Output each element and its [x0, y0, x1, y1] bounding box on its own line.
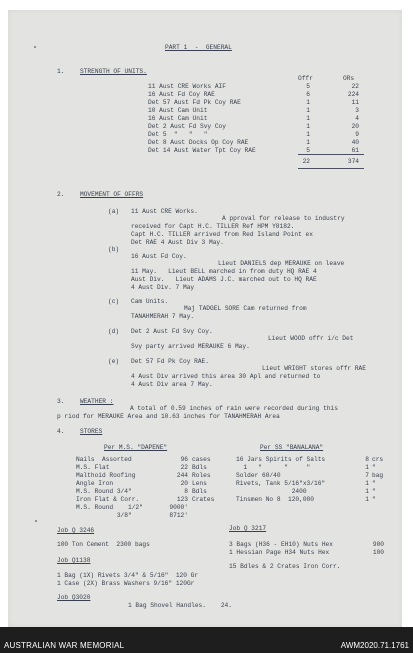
job-q1138-line: 1 Bag (1X) Rivets 3/4" & 5/16" 120 Gr — [57, 572, 199, 579]
job-q3246-label: Job Q 3246 — [57, 527, 95, 534]
store-item-qty: 8 — [365, 456, 369, 463]
store-item-name: M.S. Flat — [76, 464, 110, 471]
offr-column-header: Offr — [298, 75, 313, 82]
movement-d-unit: Det 2 Aust Fd Svy Coy. — [131, 328, 213, 335]
movement-a-line: Det RAE 4 Aust Div 3 May. — [131, 239, 224, 246]
stores-right-heading: Per SS "BANALANA" — [260, 444, 324, 451]
store-item-name: M.S. Round 1/2" — [76, 504, 143, 511]
store-item-qty: 22 — [180, 464, 188, 471]
unit-name: 10 Aust Cam Unit — [148, 107, 208, 114]
store-item-name: M.S. Round 3/4" — [76, 488, 132, 495]
movement-a-line: received for Capt H.C. TILLER Ref HPM Y8182. — [131, 223, 295, 230]
movement-c-line: TANAHMERAH 7 May. — [131, 313, 195, 320]
store-item-qty: 1 — [365, 464, 369, 471]
section-2-number: 2. — [57, 191, 65, 198]
unit-name: Det 2 Aust Fd Svy Coy — [148, 123, 226, 130]
footer-accession-number: AWM2020.71.1761 — [340, 641, 409, 650]
store-item-name: 3/8" — [76, 512, 132, 519]
movement-a-label: (a) — [108, 208, 120, 215]
store-item-qty: 7 — [365, 472, 369, 479]
store-item-name: Solder 60/40 — [236, 472, 281, 479]
job-q3217-extra: 15 Bdles & 2 Crates Iron Corr. — [229, 563, 341, 570]
total-ors: 374 — [347, 158, 359, 165]
store-item-unit: " — [372, 488, 376, 495]
store-item-name: Nails Assorted — [76, 456, 132, 463]
unit-offr: 1 — [306, 107, 310, 114]
section-3-number: 3. — [57, 398, 65, 405]
job-q1138-label: Job Q1138 — [57, 557, 91, 564]
movement-d-line: Lieut WOOD offr i/c Det — [268, 335, 354, 342]
unit-name: 16 Aust Fd Coy RAE — [148, 91, 215, 98]
job-q3217-label: Job Q 3217 — [229, 525, 267, 532]
store-item-qty: 244 — [176, 472, 188, 479]
store-item-unit: " — [372, 464, 376, 471]
unit-ors: 22 — [351, 83, 359, 90]
movement-c-line: Maj TADGEL SORE Cam returned from — [184, 305, 307, 312]
store-item-qty: 1 — [365, 480, 369, 487]
store-item-qty: 1 — [365, 488, 369, 495]
store-item-qty: 96 — [180, 456, 188, 463]
unit-offr: 1 — [306, 99, 310, 106]
total-rule-top — [298, 154, 364, 155]
unit-name: Det 8 Aust Docks Op Coy RAE — [148, 139, 249, 146]
unit-name: Det 14 Aust Water Tpt Coy RAE — [148, 147, 256, 154]
stores-left-heading: Per M.S. "DAPENE" — [104, 444, 168, 451]
store-item-unit: cases — [192, 456, 211, 463]
store-item-unit: crs — [372, 456, 384, 463]
total-offr: 22 — [302, 158, 310, 165]
section-4-title: STORES — [80, 428, 103, 435]
movement-e-line: Lieut WRIGHT stores offr RAE — [262, 365, 366, 372]
movement-b-line: Lieut DANIELS dep MERAUKE on leave — [218, 260, 345, 267]
unit-name: Det 57 Aust Fd Pk Coy RAE — [148, 99, 241, 106]
unit-offr: 5 — [306, 83, 310, 90]
movement-e-line: 4 Aust Div arrived this area 30 Apl and returned to — [131, 373, 321, 380]
job-q3217-line: 1 Hessian Page H34 Nuts Hex — [229, 549, 330, 556]
movement-b-line: 4 Aust Div. 7 May — [131, 284, 195, 291]
unit-ors: 20 — [351, 123, 359, 130]
store-item-name: 2400 — [236, 488, 307, 495]
store-item-name: 16 Jars Spirits of Salts — [236, 456, 326, 463]
weather-line: A total of 0.59 inches of rain were recorded during this — [130, 405, 338, 412]
page-heading: PART 1 - GENERAL — [165, 44, 232, 51]
section-1-title: STRENGTH OF UNITS. — [80, 68, 147, 75]
store-item-qty: 123 — [176, 496, 188, 503]
job-q3246-text: 100 Ton Cement 2300 bags — [57, 541, 150, 548]
unit-ors: 9 — [355, 131, 359, 138]
unit-offr: 1 — [306, 139, 310, 146]
job-q1138-line: 1 Case (2X) Brass Washers 9/16" 120Gr — [57, 580, 195, 587]
section-3-title: WEATHER : — [80, 398, 114, 405]
section-4-number: 4. — [57, 428, 65, 435]
store-item-unit: Bdls — [192, 464, 207, 471]
store-item-unit: " — [372, 496, 376, 503]
job-q3020-label: Job Q3020 — [57, 594, 91, 601]
store-item-qty: 20 — [180, 480, 188, 487]
movement-a-unit: 11 Aust CRE Works. — [131, 208, 198, 215]
unit-offr: 1 — [306, 115, 310, 122]
store-item-unit: Bdls — [192, 488, 207, 495]
unit-ors: 4 — [355, 115, 359, 122]
unit-ors: 224 — [347, 91, 359, 98]
movement-d-label: (d) — [108, 328, 120, 335]
unit-name: Det 5 " " " — [148, 131, 208, 138]
store-item-name: Iron Flat & Corr. — [76, 496, 140, 503]
section-2-title: MOVEMENT OF OFFRS — [80, 191, 144, 198]
unit-ors: 61 — [351, 147, 359, 154]
store-item-name: Rivets, Tank 5/16"x3/16" — [236, 480, 326, 487]
unit-name: 11 Aust CRE Works AIF — [148, 83, 226, 90]
store-item-name: 1 " " " — [236, 464, 311, 471]
punch-hole-mark — [35, 520, 37, 522]
weather-line: p riod for MERAUKE Area and 10.63 inches for TANAHMERAH Area — [57, 413, 280, 420]
store-item-name: Angle Iron — [76, 480, 114, 487]
unit-offr: 1 — [306, 123, 310, 130]
movement-a-line: A pproval for release to industry — [222, 215, 345, 222]
store-item-name: Tinsmen No 8 120,000 — [236, 496, 314, 503]
section-1-number: 1. — [57, 68, 65, 75]
unit-offr: 5 — [306, 147, 310, 154]
movement-d-line: Svy party arrived MERAUKE 6 May. — [131, 343, 250, 350]
movement-b-line: 11 May. Lieut BELL marched in from duty HQ RAE 4 — [131, 268, 317, 275]
movement-e-unit: Det 57 Fd Pk Coy RAE. — [131, 358, 209, 365]
job-q3020-text: 1 Bag Shovel Handles. 24. — [128, 602, 232, 609]
unit-ors: 3 — [355, 107, 359, 114]
store-item-qty: 9000' — [169, 504, 188, 511]
footer-bar — [0, 627, 413, 653]
total-rule-bottom — [298, 168, 364, 169]
movement-b-line: Aust Div. Lieut ADAMS J.C. marched out to HQ RAE — [131, 276, 317, 283]
job-q3217-line: 3 Bags (H36 - EH10) Nuts Hex — [229, 541, 333, 548]
movement-e-label: (e) — [108, 358, 120, 365]
ors-column-header: ORs — [343, 75, 355, 82]
store-item-unit: Crates — [192, 496, 215, 503]
unit-offr: 1 — [306, 131, 310, 138]
store-item-name: Malthoid Roofing — [76, 472, 136, 479]
job-q3217-qty: 900 — [372, 541, 384, 548]
movement-c-label: (c) — [108, 298, 120, 305]
movement-b-unit: 16 Aust Fd Coy. — [131, 253, 187, 260]
unit-offr: 6 — [306, 91, 310, 98]
unit-ors: 11 — [351, 99, 359, 106]
unit-name: 16 Aust Cam Unit — [148, 115, 208, 122]
movement-b-label: (b) — [108, 246, 120, 253]
store-item-unit: bag — [372, 472, 384, 479]
footer-institution: AUSTRALIAN WAR MEMORIAL — [4, 641, 125, 650]
store-item-qty: 8 — [184, 488, 188, 495]
store-item-qty: 8712' — [169, 512, 188, 519]
store-item-unit: Roles — [192, 472, 211, 479]
store-item-qty: 1 — [365, 496, 369, 503]
job-q3217-qty: 100 — [372, 549, 384, 556]
store-item-unit: " — [372, 480, 376, 487]
punch-hole-mark — [34, 46, 36, 48]
unit-ors: 40 — [351, 139, 359, 146]
store-item-unit: Lens — [192, 480, 207, 487]
movement-e-line: 4 Aust Div area 7 May. — [131, 381, 213, 388]
movement-a-line: Capt H.C. TILLER arrived from Red Island Point ex — [131, 231, 313, 238]
movement-c-unit: Cam Units. — [131, 298, 169, 305]
